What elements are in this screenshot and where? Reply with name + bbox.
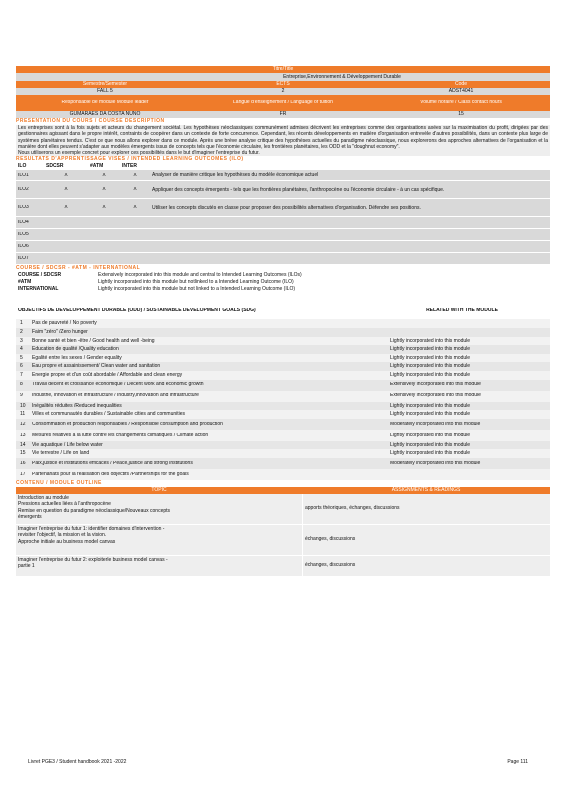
sdg-label: Bonne santé et bien -être / Good health and well -being xyxy=(32,337,155,344)
ilo-id: ILO7 xyxy=(18,256,29,262)
ilo-header-ilo: ILO xyxy=(18,163,27,170)
sdg-number: 11 xyxy=(20,411,26,418)
ects-value: 2 xyxy=(281,88,285,94)
ilo-header-inter: INTER xyxy=(122,163,137,170)
sdg-row xyxy=(16,380,550,391)
sdg-row xyxy=(16,419,550,430)
sdg-label: Vie terrestre / Life on land xyxy=(32,450,90,457)
ilo-atm-mark: X xyxy=(102,205,106,211)
sdg-number: 7 xyxy=(20,372,23,379)
sdg-number: 9 xyxy=(20,393,23,399)
sdg-header-row xyxy=(16,301,550,319)
semester-value-row xyxy=(16,88,550,95)
sdg-number: 12 xyxy=(20,421,26,427)
course-sheet xyxy=(16,66,550,577)
sdg-label: Travail décent et croissance économique / Decent work and economic growth xyxy=(32,382,204,388)
sdg-header-left: OBJECTIFS DE DEVELOPPEMENT DURABLE (ODD) / SUSTAINABLE DEVELOPMENT GOALS (SDG) xyxy=(18,307,256,313)
sdg-row xyxy=(16,337,550,346)
leader-value: GUMARAES DA COSTA NUNO xyxy=(69,111,141,117)
sdg-label: Paix,justice et institutions efficaces / Peace,justice and strong institutions xyxy=(32,460,193,466)
sdg-relation: Extensively incorporated into this module xyxy=(390,382,481,388)
sdg-row xyxy=(16,371,550,380)
sdg-relation: Lightly incorporated into this module xyxy=(390,411,471,418)
presentation-text-2: Nous utiliserons un exemple concret pour explorer ces possibilités dans le but d'imaginer l'entreprise du futur. xyxy=(18,150,260,157)
content-topic-label: TOPIC xyxy=(151,487,167,494)
content-row xyxy=(16,494,550,525)
presentation-block xyxy=(16,125,550,156)
sdg-label: Vie aquatique / Life below water xyxy=(32,441,103,448)
footer-left: Livret PGE3 / Student handbook 2021 -2022 xyxy=(28,759,127,765)
title-label: Titre/Title xyxy=(16,66,550,73)
code-label: Code xyxy=(455,81,467,87)
sdg-number: 4 xyxy=(20,346,23,353)
program-name: COURSE / SDCSR xyxy=(18,272,62,279)
sdg-row xyxy=(16,410,550,419)
content-topic: Introduction au module Pressions actuelles liées à l'anthropocène Remise en question du paradigme néoclassique/Nouveaux concepts émergents xyxy=(16,494,302,524)
content-row xyxy=(16,525,550,556)
sdg-relation: Moderately incorporated into this module xyxy=(390,460,481,466)
responsable-label: Responsable de module Module leader xyxy=(61,100,149,106)
content-row xyxy=(16,556,550,577)
code-value: ADST4041 xyxy=(448,88,474,94)
content-topic: Imaginer l'entreprise du futur 2: exploiterle business model canvas - partie 1 xyxy=(16,556,302,576)
sdg-relation: Lightly incorporated into this module xyxy=(390,337,471,344)
content-assignment: échanges, discussions xyxy=(302,525,550,555)
content-title: CONTENU / MODULE OUTLINE xyxy=(16,480,102,487)
sdg-label: Pas de pauvreté / No poverty xyxy=(32,320,97,327)
sdg-label: Industrie, innovation et infrastructure / Industry,innovation and infrastructure xyxy=(32,393,199,399)
content-assign-label: ASSIGNMENTS & READINGS xyxy=(391,487,461,494)
sdg-row xyxy=(16,469,550,480)
ilo-inter-mark: X xyxy=(133,187,137,193)
language-label: Langue d'enseignement / Language of tuition xyxy=(233,100,333,106)
ilo-id: ILO2 xyxy=(18,187,29,193)
sdg-label: Education de qualité /Quality education xyxy=(32,346,119,353)
programs-table xyxy=(16,272,550,293)
ilo-text: Analyser de manière critique les hypothèses du modèle économique actuel xyxy=(152,172,319,179)
ects-label: ECTS xyxy=(276,81,290,87)
presentation-title: PRESENTATION DU COURS / COURSE DESCRIPTION xyxy=(16,118,165,124)
ilo-atm-mark: X xyxy=(102,172,106,178)
sdg-label: Eau propre et assainissement/ Clean water and sanitation xyxy=(32,363,161,370)
content-assignment: échanges, discussions xyxy=(302,556,550,576)
content-header-row xyxy=(16,487,550,494)
sdg-relation: Lightly incorporated into this module xyxy=(390,402,471,409)
sdg-label: Faim "zéro" /Zero hunger xyxy=(32,329,88,336)
sdg-row xyxy=(16,319,550,328)
semester-header-row xyxy=(16,81,550,88)
sdg-label: Consommation et production responsables / Responsible consumption and production xyxy=(32,421,223,427)
ilo-row xyxy=(16,199,550,217)
volume-label: Volume horaire / Class contact hours xyxy=(420,100,502,106)
ilo-atm-mark: X xyxy=(102,187,106,193)
ilo-sdcsr-mark: X xyxy=(64,205,68,211)
sdg-row xyxy=(16,449,550,458)
ilo-id: ILO5 xyxy=(18,232,29,238)
content-topic: Imaginer l'entreprise du futur 1: identifier domaines d'intervention - revisiter l'objectif, la mission et la vision. Approche initiale au business model canvas xyxy=(16,525,302,555)
ilo-sdcsr-mark: X xyxy=(64,172,68,178)
sdg-relation: Lightly incorporated into this module xyxy=(390,432,471,438)
ilo-table xyxy=(16,170,550,265)
sdg-row xyxy=(16,430,550,441)
sdg-label: Partenariats pour la réalisation des objectifs /Partnerships for the goals xyxy=(32,471,189,477)
footer-page: Page 111 xyxy=(507,759,528,765)
ilo-row xyxy=(16,181,550,199)
ilo-inter-mark: X xyxy=(133,172,137,178)
sdg-relation: Lightly incorporated into this module xyxy=(390,441,471,448)
sdg-label: Egalité entre les sexes / Gender equality xyxy=(32,354,122,361)
sdg-number: 8 xyxy=(20,382,23,388)
sdg-row xyxy=(16,402,550,411)
responsable-header-row xyxy=(16,95,550,111)
sdg-row xyxy=(16,458,550,469)
semester-label: Semestre/Semester xyxy=(82,81,128,87)
content-table xyxy=(16,494,550,577)
ilo-sdcsr-mark: X xyxy=(64,187,68,193)
sdg-label: Villes et communautés durables / Sustainable cities and communities xyxy=(32,411,186,418)
ilo-id: ILO6 xyxy=(18,244,29,250)
sdg-label: Mesures relatives à la lutte contre les changements climatiques / Climate action xyxy=(32,432,209,438)
program-name: INTERNATIONAL xyxy=(18,286,59,293)
program-text: Lightly incorporated into this module but notlinked to a Intended Learning Outcome (ILO) xyxy=(98,279,294,286)
sdg-relation: Lightly incorporated into this module xyxy=(390,372,471,379)
sdg-row xyxy=(16,441,550,450)
sdg-number: 17 xyxy=(20,471,26,477)
ilo-row xyxy=(16,241,550,253)
ilo-text: Utiliser les concepts discutés en classe pour proposer des possibilités alternatives d'organisation. Défendre ses positions. xyxy=(152,204,421,211)
ilo-header-row xyxy=(16,163,550,170)
presentation-text: Les entreprises sont à la fois sujets et acteurs du changement sociétal. Les hypothèses néoclassiques communément admises décrivent les entreprises comme des organisations axées sur la maximisation du profit, dirigées par des gestionnaires agissant dans le propre intérêt, contraints de coopérer dans un contexte de forte concurrence. Cependant, les récents développements en matière d'organisation entrevèle d'autres possibilités, dans un contexte plus large de systèmes planétaires tendus. C'est ce que nous allons explorer dans ce module. Après une brève analyse critique des hypothèses actuelles du paradigme néoclassique, nous explorerons des approches alternatives de l'organisation et la manière dont elles peuvent s'adapter aux modèles émergents issus de concepts tels que l'économie circulaire, les frontières planétaires, les ODD et la "doughnut economy". xyxy=(18,125,548,150)
volume-value: 15 xyxy=(458,111,464,117)
sdg-number: 16 xyxy=(20,460,26,466)
ilo-id: ILO1 xyxy=(18,172,29,178)
sdg-relation: Extensively incorporated into this module xyxy=(390,393,481,399)
language-value: FR xyxy=(279,111,287,117)
program-row xyxy=(16,272,550,279)
sdg-number: 2 xyxy=(20,329,23,336)
sdg-number: 10 xyxy=(20,402,26,409)
sdg-relation: Lightly incorporated into this module xyxy=(390,450,471,457)
sdg-number: 6 xyxy=(20,363,23,370)
ilo-inter-mark: X xyxy=(133,205,137,211)
sdg-row xyxy=(16,345,550,354)
semester-value: FALL 5 xyxy=(97,88,113,94)
sdg-number: 15 xyxy=(20,450,26,457)
sdg-relation: Moderately incorporated into this module xyxy=(390,421,481,427)
ilo-row xyxy=(16,217,550,229)
ilo-header-sdcsr: SDCSR xyxy=(46,163,64,170)
sdg-number: 14 xyxy=(20,441,26,448)
sdg-number: 1 xyxy=(20,320,23,327)
sdg-row xyxy=(16,362,550,371)
ilo-text: Appliquer des concepts émergents - tels que les frontières planétaires, l'anthropocène ou l'économie circulaire - à un cas spécifique. xyxy=(152,186,445,193)
program-text: Extensively incorporated into this module and central to Intended Learning Outcomes (ILOs) xyxy=(98,272,302,279)
ilo-header-atm: #ATM xyxy=(90,163,104,170)
course-title: Entreprise,Environnement & Développement Durable xyxy=(16,73,550,81)
sdg-relation: Lightly incorporated into this module xyxy=(390,346,471,353)
sdg-row xyxy=(16,354,550,363)
sdg-row xyxy=(16,391,550,402)
sdg-header-right: RELATED WITH THE MODULE xyxy=(426,307,498,313)
ilo-id: ILO4 xyxy=(18,220,29,226)
program-row xyxy=(16,286,550,293)
footer xyxy=(28,760,528,766)
ilo-row xyxy=(16,253,550,265)
sdg-relation: Lightly incorporated into this module xyxy=(390,363,471,370)
program-text: Lightly incorporated into this module but not linked to a Intended Learning Outcome (ILO) xyxy=(98,286,296,293)
sdg-label: Inégalités réduites /Reduced inequalities xyxy=(32,402,122,409)
programs-title: COURSE / SDCSR - #ATM - INTERNATIONAL xyxy=(16,265,141,272)
ilo-row xyxy=(16,229,550,241)
ilo-row xyxy=(16,170,550,181)
sdg-relation xyxy=(374,319,550,328)
sdg-relation: Lightly incorporated into this module xyxy=(390,354,471,361)
sdg-row xyxy=(16,328,550,337)
program-name: #ATM xyxy=(18,279,32,286)
ilo-id: ILO3 xyxy=(18,205,29,211)
responsable-value-row xyxy=(16,111,550,118)
sdg-number: 5 xyxy=(20,354,23,361)
sdg-table xyxy=(16,319,550,480)
sdg-relation xyxy=(374,328,550,337)
ilo-title: RESULTATS D'APPRENTISSAGE VISES / INTENDED LEARNING OUTCOMES (ILO) xyxy=(16,156,244,163)
sdg-number: 13 xyxy=(20,432,26,438)
program-row xyxy=(16,279,550,286)
sdg-label: Energie propre et d'un coût abordable / Affordable and clean energy xyxy=(32,372,183,379)
content-assignment: apports théoriques, échanges, discussions xyxy=(302,494,550,524)
sdg-number: 3 xyxy=(20,337,23,344)
